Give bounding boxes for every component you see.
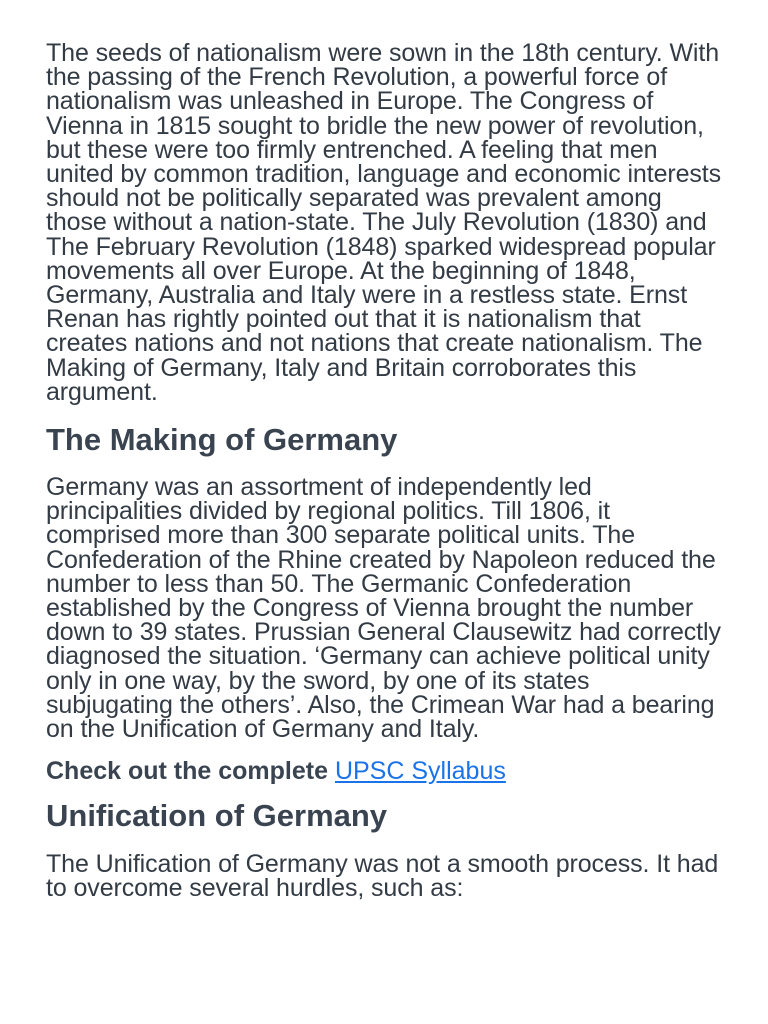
unification-of-germany-heading: Unification of Germany <box>46 798 388 834</box>
unification-paragraph: The Unification of Germany was not a smooth process. It had to overcome several hurdles, such as: <box>46 850 719 903</box>
intro-paragraph: The seeds of nationalism were sown in the 18th century. With the passing of the French Revolution, a powerful force of nationalism was unleashed in Europe. The Congress of Vienna in 1815 sought to bridle the new power of revolution, but these were too firmly entrenched. A feeling that men united by common tradition, language and economic interests should not be politically separated was prevalent among those without a nation-state. The July Revolution (1830) and The February Revolution (1848) sparked widespread popular movements all over Europe. At the beginning of 1848, Germany, Australia and Italy were in a restless state. Ernst Renan has rightly pointed out that it is nationalism that creates nations and not nations that create nationalism. The Making of Germany, Italy and Britain corroborates this argument. <box>46 39 722 406</box>
upsc-syllabus-link[interactable]: UPSC Syllabus <box>334 757 506 786</box>
making-of-germany-paragraph: Germany was an assortment of independently led principalities divided by regional politics. Till 1806, it comprised more than 300 separate political units. The Confederation of the Rhine created by Napoleon reduced the number to less than 50. The Germanic Confederation established by the Congress of Vienna brought the number down to 39 states. Prussian General Clausewitz had correctly diagnosed the situation. ‘Germany can achieve political unity only in one way, by the sword, by one of its states subjugating the others’. Also, the Crimean War had a bearing on the Unification of Germany and Italy. <box>46 473 721 744</box>
making-of-germany-heading: The Making of Germany <box>46 422 398 458</box>
check-out-label: Check out the complete <box>46 757 328 786</box>
syllabus-callout <box>46 756 722 786</box>
